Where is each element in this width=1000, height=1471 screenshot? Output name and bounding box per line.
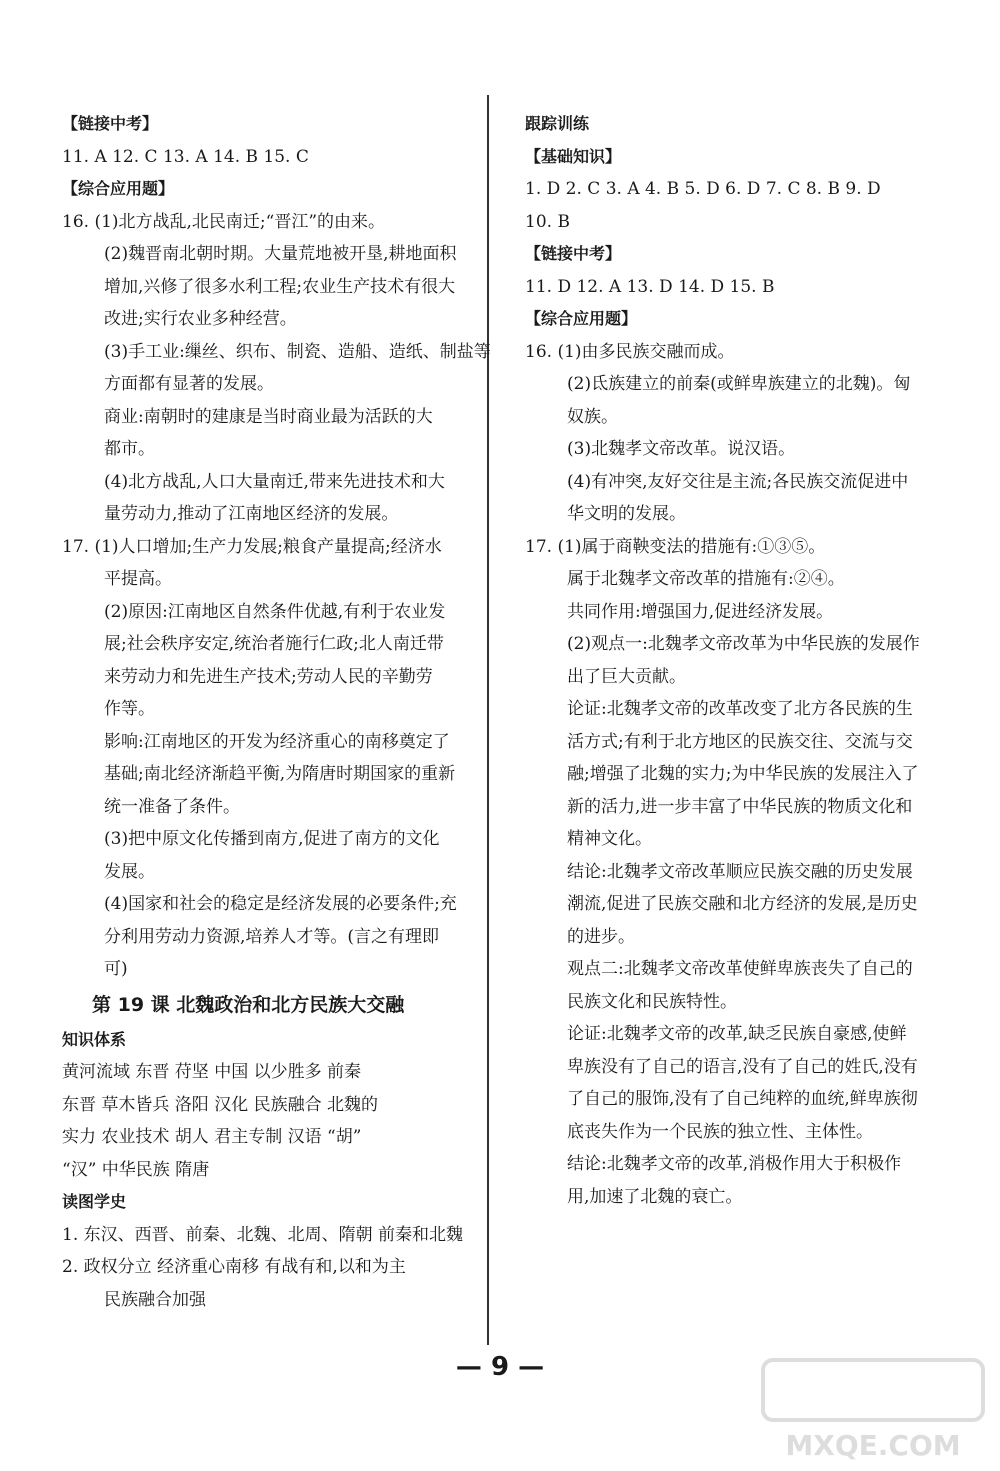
text-line: 基础;南北经济渐趋平衡,为隋唐时期国家的重新	[104, 764, 456, 784]
text-line: 华文明的发展。	[567, 504, 686, 524]
watermark-text: MXQE.COM	[785, 1429, 961, 1462]
text-line: 方面都有显著的发展。	[104, 374, 274, 394]
text-line: 精神文化。	[567, 829, 652, 849]
text-line: (3)手工业:缫丝、织布、制瓷、造船、造纸、制盐等	[104, 341, 491, 362]
text-line: (4)北方战乱,人口大量南迁,带来先进技术和大	[104, 471, 445, 492]
text-line: 都市。	[104, 439, 155, 459]
text-line: 1. 东汉、西晋、前秦、北魏、北周、隋朝 前秦和北魏	[62, 1224, 464, 1245]
section-heading: 【链接中考】	[525, 244, 622, 263]
text-line: 2. 政权分立 经济重心南移 有战有和,以和为主	[62, 1257, 406, 1277]
text-line: 出了巨大贡献。	[567, 666, 686, 687]
section-heading: 【基础知识】	[525, 146, 622, 166]
text-line: 来劳动力和先进生产技术;劳动人民的辛勤劳	[104, 666, 433, 687]
section-heading: 第 19 课 北魏政治和北方民族大交融	[92, 993, 405, 1016]
text-line: 卑族没有了自己的语言,没有了自己的姓氏,没有	[567, 1056, 918, 1077]
watermark-logo	[758, 1355, 988, 1465]
text-line: 结论:北魏孝文帝的改革,消极作用大于积极作	[567, 1154, 902, 1174]
text-line: 发展。	[104, 861, 155, 882]
text-line: 影响:江南地区的开发为经济重心的南移奠定了	[104, 731, 450, 752]
text-line: 论证:北魏孝文帝的改革,缺乏民族自豪感,使鲜	[567, 1024, 907, 1044]
text-line: 17. (1)属于商鞅变法的措施有:①③⑤。	[525, 536, 826, 557]
text-line: 底丧失作为一个民族的独立性、主体性。	[567, 1121, 873, 1142]
text-line: 活方式;有利于北方地区的民族交往、交流与交	[567, 731, 913, 752]
text-line: 实力 农业技术 胡人 君主专制 汉语 “胡”	[62, 1127, 362, 1147]
text-line: 平提高。	[104, 569, 172, 589]
text-line: (3)把中原文化传播到南方,促进了南方的文化	[104, 829, 440, 849]
text-line: 11. A 12. C 13. A 14. B 15. C	[62, 146, 309, 167]
text-line: 用,加速了北魏的衰亡。	[567, 1186, 743, 1207]
text-line: 民族融合加强	[104, 1289, 206, 1310]
text-line: 16. (1)由多民族交融而成。	[525, 341, 735, 362]
text-line: 改进;实行农业多种经营。	[104, 309, 297, 329]
page-number: — 9 —	[455, 1352, 545, 1382]
text-line: 商业:南朝时的建康是当时商业最为活跃的大	[104, 406, 433, 427]
text-line: (2)魏晋南北朝时期。大量荒地被开垦,耕地面积	[104, 244, 457, 264]
section-heading: 【综合应用题】	[525, 309, 638, 328]
text-line: 可)	[104, 959, 128, 979]
text-line: (4)有冲突,友好交往是主流;各民族交流促进中	[567, 471, 909, 492]
text-line: 1. D 2. C 3. A 4. B 5. D 6. D 7. C 8. B 9. D	[525, 179, 881, 199]
text-line: (2)原因:江南地区自然条件优越,有利于农业发	[104, 601, 446, 622]
text-line: (2)观点一:北魏孝文帝改革为中华民族的发展作	[567, 634, 920, 654]
text-line: 新的活力,进一步丰富了中华民族的物质文化和	[567, 796, 913, 817]
text-line: 16. (1)北方战乱,北民南迁;“晋江”的由来。	[62, 211, 386, 232]
text-line: 属于北魏孝文帝改革的措施有:②④。	[567, 569, 845, 589]
section-heading: 读图学史	[62, 1192, 127, 1211]
text-line: 作等。	[104, 699, 155, 719]
text-line: 黄河流域 东晋 苻坚 中国 以少胜多 前秦	[62, 1062, 362, 1082]
text-line: 结论:北魏孝文帝改革顺应民族交融的历史发展	[567, 861, 913, 882]
text-line: 观点二:北魏孝文帝改革使鲜卑族丧失了自己的	[567, 959, 913, 979]
text-line: 融;增强了北魏的实力;为中华民族的发展注入了	[567, 764, 919, 784]
text-line: 展;社会秩序安定,统治者施行仁政;北人南迁带	[104, 634, 444, 654]
section-heading: 【链接中考】	[62, 114, 159, 133]
text-line: 10. B	[525, 211, 570, 232]
section-heading: 知识体系	[62, 1029, 127, 1049]
text-line: 论证:北魏孝文帝的改革改变了北方各民族的生	[567, 699, 913, 719]
text-line: (4)国家和社会的稳定是经济发展的必要条件;充	[104, 894, 457, 914]
text-line: 民族文化和民族特性。	[567, 991, 737, 1012]
column-divider	[487, 95, 489, 1345]
text-line: 了自己的服饰,没有了自己纯粹的血统,鲜卑族彻	[567, 1089, 918, 1109]
text-line: 分利用劳动力资源,培养人才等。(言之有理即	[104, 926, 440, 947]
text-line: “汉” 中华民族 隋唐	[62, 1159, 210, 1180]
text-line: 的进步。	[567, 926, 635, 947]
text-line: 统一准备了条件。	[104, 796, 240, 817]
text-line: 奴族。	[567, 406, 618, 427]
text-line: (3)北魏孝文帝改革。说汉语。	[567, 439, 796, 459]
text-line: (2)氐族建立的前秦(或鲜卑族建立的北魏)。匈	[567, 374, 911, 394]
text-line: 11. D 12. A 13. D 14. D 15. B	[525, 276, 775, 297]
right-column	[525, 108, 935, 1213]
left-column	[62, 108, 491, 1316]
text-line: 共同作用:增强国力,促进经济发展。	[567, 601, 834, 622]
text-line: 量劳动力,推动了江南地区经济的发展。	[104, 504, 399, 524]
text-line: 增加,兴修了很多水利工程;农业生产技术有很大	[104, 276, 456, 297]
text-line: 17. (1)人口增加;生产力发展;粮食产量提高;经济水	[62, 536, 442, 557]
section-heading: 【综合应用题】	[62, 179, 175, 198]
section-heading: 跟踪训练	[525, 114, 590, 133]
text-line: 东晋 草木皆兵 洛阳 汉化 民族融合 北魏的	[62, 1094, 379, 1115]
text-line: 潮流,促进了民族交融和北方经济的发展,是历史	[567, 894, 918, 914]
